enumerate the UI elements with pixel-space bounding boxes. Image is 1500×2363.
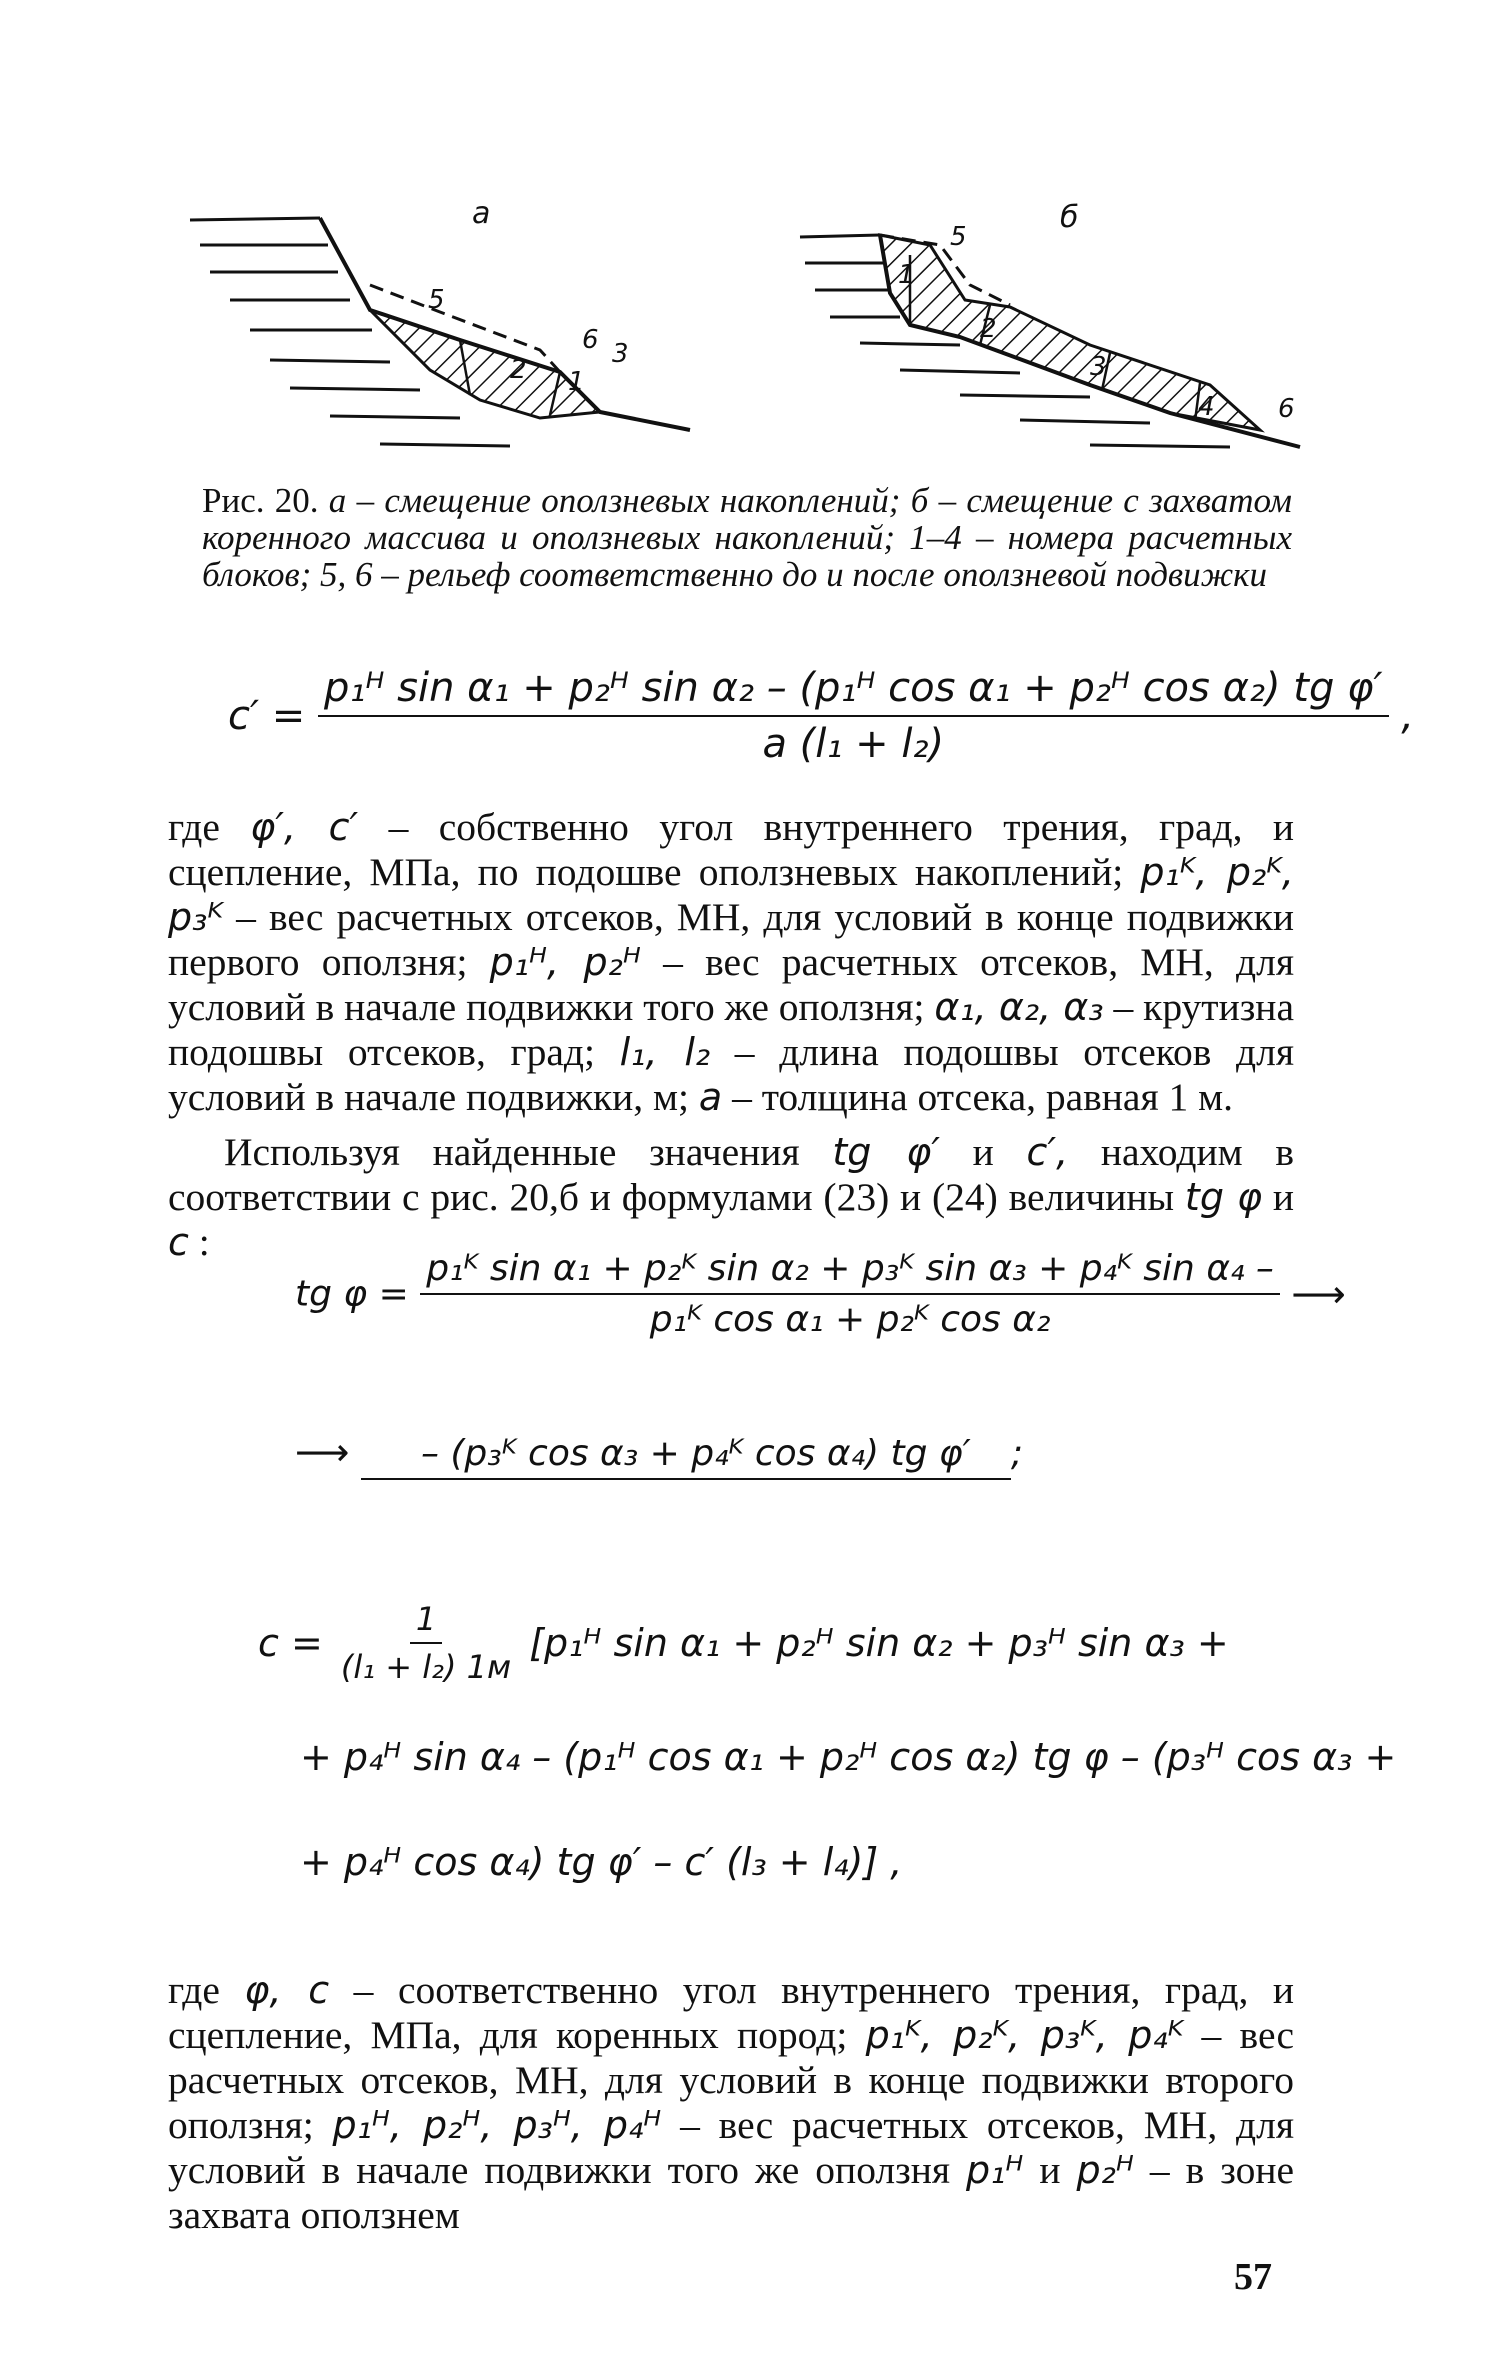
formula3-line-3: + p₄ᴴ cos α₄) tg φ′ – c′ (l₃ + l₄)] ,: [300, 1840, 903, 1884]
fig-b-num-5: 5: [950, 225, 967, 252]
fig-b-num-6: 6: [1278, 394, 1295, 424]
formula-c-line-3: [300, 1840, 902, 1884]
fig-a-num-3: 3: [612, 339, 629, 369]
formula1-tail: ,: [1401, 693, 1415, 739]
formula2-numerator-2: – (p₃ᴷ cos α₃ + p₄ᴷ cos α₄) tg φ′: [361, 1433, 1011, 1480]
p3-sym-phi-c: φ, c: [244, 1968, 330, 2012]
formula3-line-2: + p₄ᴴ sin α₄ – (p₁ᴴ cos α₁ + p₂ᴴ cos α₂) tg φ – (p₃ᴴ cos α₃ +: [300, 1735, 1397, 1779]
paragraph-definitions-2: [168, 1968, 1294, 2238]
formula-c-prime: [228, 665, 1414, 767]
p1-text-1: где: [168, 805, 220, 849]
page-number: 57: [1234, 2256, 1272, 2298]
formula3-frac-den: (l₁ + l₂) 1м: [340, 1648, 512, 1686]
formula-tg-phi: [295, 1248, 1346, 1340]
p2-text-5: :: [188, 1220, 210, 1264]
p2-sym-c: c′,: [1026, 1130, 1069, 1174]
p3-sym-pk: p₁ᴷ, p₂ᴷ, p₃ᴷ, p₄ᴷ: [865, 2013, 1184, 2057]
p3-sym-p1h: p₁ᴴ: [966, 2148, 1024, 2192]
formula2-numerator: p₁ᴷ sin α₁ + p₂ᴷ sin α₂ + p₃ᴷ sin α₃ + p₄ᴷ sin α₄ –: [420, 1248, 1280, 1295]
figure-b-letter: б: [1060, 200, 1079, 235]
p1-text-3: – вес расчетных отсеков, МН, для условий в конце подвижки первого оползня;: [168, 895, 1294, 984]
formula-c: [258, 1600, 1229, 1686]
p3-text-2: – соответственно угол внутреннего трения, град, и сцепление, МПа, для коренных пород;: [168, 1968, 1294, 2057]
p3-text-4: – вес расчетных отсеков, МН, для условий в начале подвижки того же оползня: [168, 2103, 1295, 2192]
formula2-denominator: p₁ᴷ cos α₁ + p₂ᴷ cos α₂: [649, 1299, 1051, 1340]
formula2-tail: ;: [1010, 1433, 1023, 1474]
p2-text-1: Используя найденные значения: [224, 1130, 833, 1174]
p2-text-3: находим в соответствии с рис. 20,б и формулами (23) и (24) величины: [168, 1130, 1294, 1219]
formula3-frac-num: 1: [410, 1600, 442, 1644]
formula3-line-1: [p₁ᴴ sin α₁ + p₂ᴴ sin α₂ + p₃ᴴ sin α₃ +: [529, 1621, 1229, 1665]
formula2-fraction: [420, 1248, 1280, 1340]
formula1-lhs: c′ =: [228, 693, 306, 739]
figure-b-slope-diagram: [790, 225, 1310, 465]
p1-sym-l: l₁, l₂: [619, 1030, 711, 1074]
p1-text-7: – толщина отсека, равная 1 м.: [722, 1075, 1234, 1119]
p2-sym-tgphi2: tg φ: [1184, 1175, 1263, 1219]
figure-caption: [202, 482, 1292, 593]
formula-tg-phi-continued: [295, 1430, 1023, 1480]
p2-text-2: и: [939, 1130, 1027, 1174]
fig-b-num-2: 2: [980, 314, 997, 344]
p1-text-6: – длина подошвы отсеков для условий в начале подвижки, м;: [168, 1030, 1295, 1119]
caption-label: Рис. 20.: [202, 481, 319, 520]
formula2-arrow-2: ⟶: [295, 1430, 350, 1474]
caption-text: а – смещение оползневых накоплений; б – смещение с захватом коренного массива и оползневых накоплений; 1–4 – номера расчетных блоков; 5, 6 – рельеф соответственно до и после оползневой подвижки: [202, 481, 1292, 594]
p2-sym-c2: c: [168, 1220, 189, 1264]
p1-sym-pk: p₁ᴷ, p₂ᴷ, p₃ᴷ: [168, 850, 1294, 939]
p2-sym-tgphi: tg φ′: [832, 1130, 940, 1174]
p1-sym-alpha: α₁, α₂, α₃: [934, 985, 1104, 1029]
formula2-arrow: ⟶: [1291, 1272, 1346, 1316]
formula-c-line-2: [300, 1735, 1396, 1779]
fig-a-num-5: 5: [428, 285, 445, 315]
formula1-denominator: a (l₁ + l₂): [762, 721, 945, 767]
p1-text-5: – крутизна подошвы отсеков, град;: [168, 985, 1294, 1074]
p1-sym-a: a: [698, 1075, 723, 1119]
figure-a-slope-diagram: [180, 190, 710, 470]
p3-text-5: и: [1023, 2148, 1077, 2192]
fig-b-num-1: 1: [898, 260, 915, 290]
formula2-lhs: tg φ =: [295, 1273, 409, 1315]
paragraph-using-values: [168, 1130, 1294, 1265]
figure-a-letter: а: [472, 196, 491, 231]
fig-a-num-1: 1: [568, 367, 585, 397]
formula3-fraction: [335, 1600, 517, 1686]
p1-sym-phi-c: φ′, c′: [250, 805, 359, 849]
formula1-numerator: p₁ᴴ sin α₁ + p₂ᴴ sin α₂ – (p₁ᴴ cos α₁ + p₂ᴴ cos α₂) tg φ′: [318, 665, 1389, 717]
p1-text-4: – вес расчетных отсеков, МН, для условий в начале подвижки того же оползня;: [168, 940, 1294, 1029]
formula3-lhs: c =: [258, 1621, 323, 1665]
p1-text-2: – собственно угол внутреннего трения, град, и сцепление, МПа, по подошве оползневых накоплений;: [168, 805, 1295, 894]
p1-sym-ph: p₁ᴴ, p₂ᴴ: [489, 940, 641, 984]
p2-text-4: и: [1262, 1175, 1294, 1219]
formula1-fraction: [318, 665, 1389, 767]
p3-text-3: – вес расчетных отсеков, МН, для условий в конце подвижки второго оползня;: [168, 2013, 1295, 2147]
fig-b-num-4: 4: [1198, 392, 1215, 422]
fig-a-num-6: 6: [582, 325, 599, 355]
fig-a-num-2: 2: [510, 355, 527, 385]
fig-b-num-3: 3: [1090, 352, 1107, 382]
p3-text-6: – в зоне захвата оползнем: [168, 2148, 1294, 2237]
paragraph-definitions-1: [168, 805, 1294, 1120]
p3-text-1: где: [168, 1968, 245, 2012]
p3-sym-p2h: p₂ᴴ: [1076, 2148, 1134, 2192]
p3-sym-ph: p₁ᴴ, p₂ᴴ, p₃ᴴ, p₄ᴴ: [332, 2103, 662, 2147]
